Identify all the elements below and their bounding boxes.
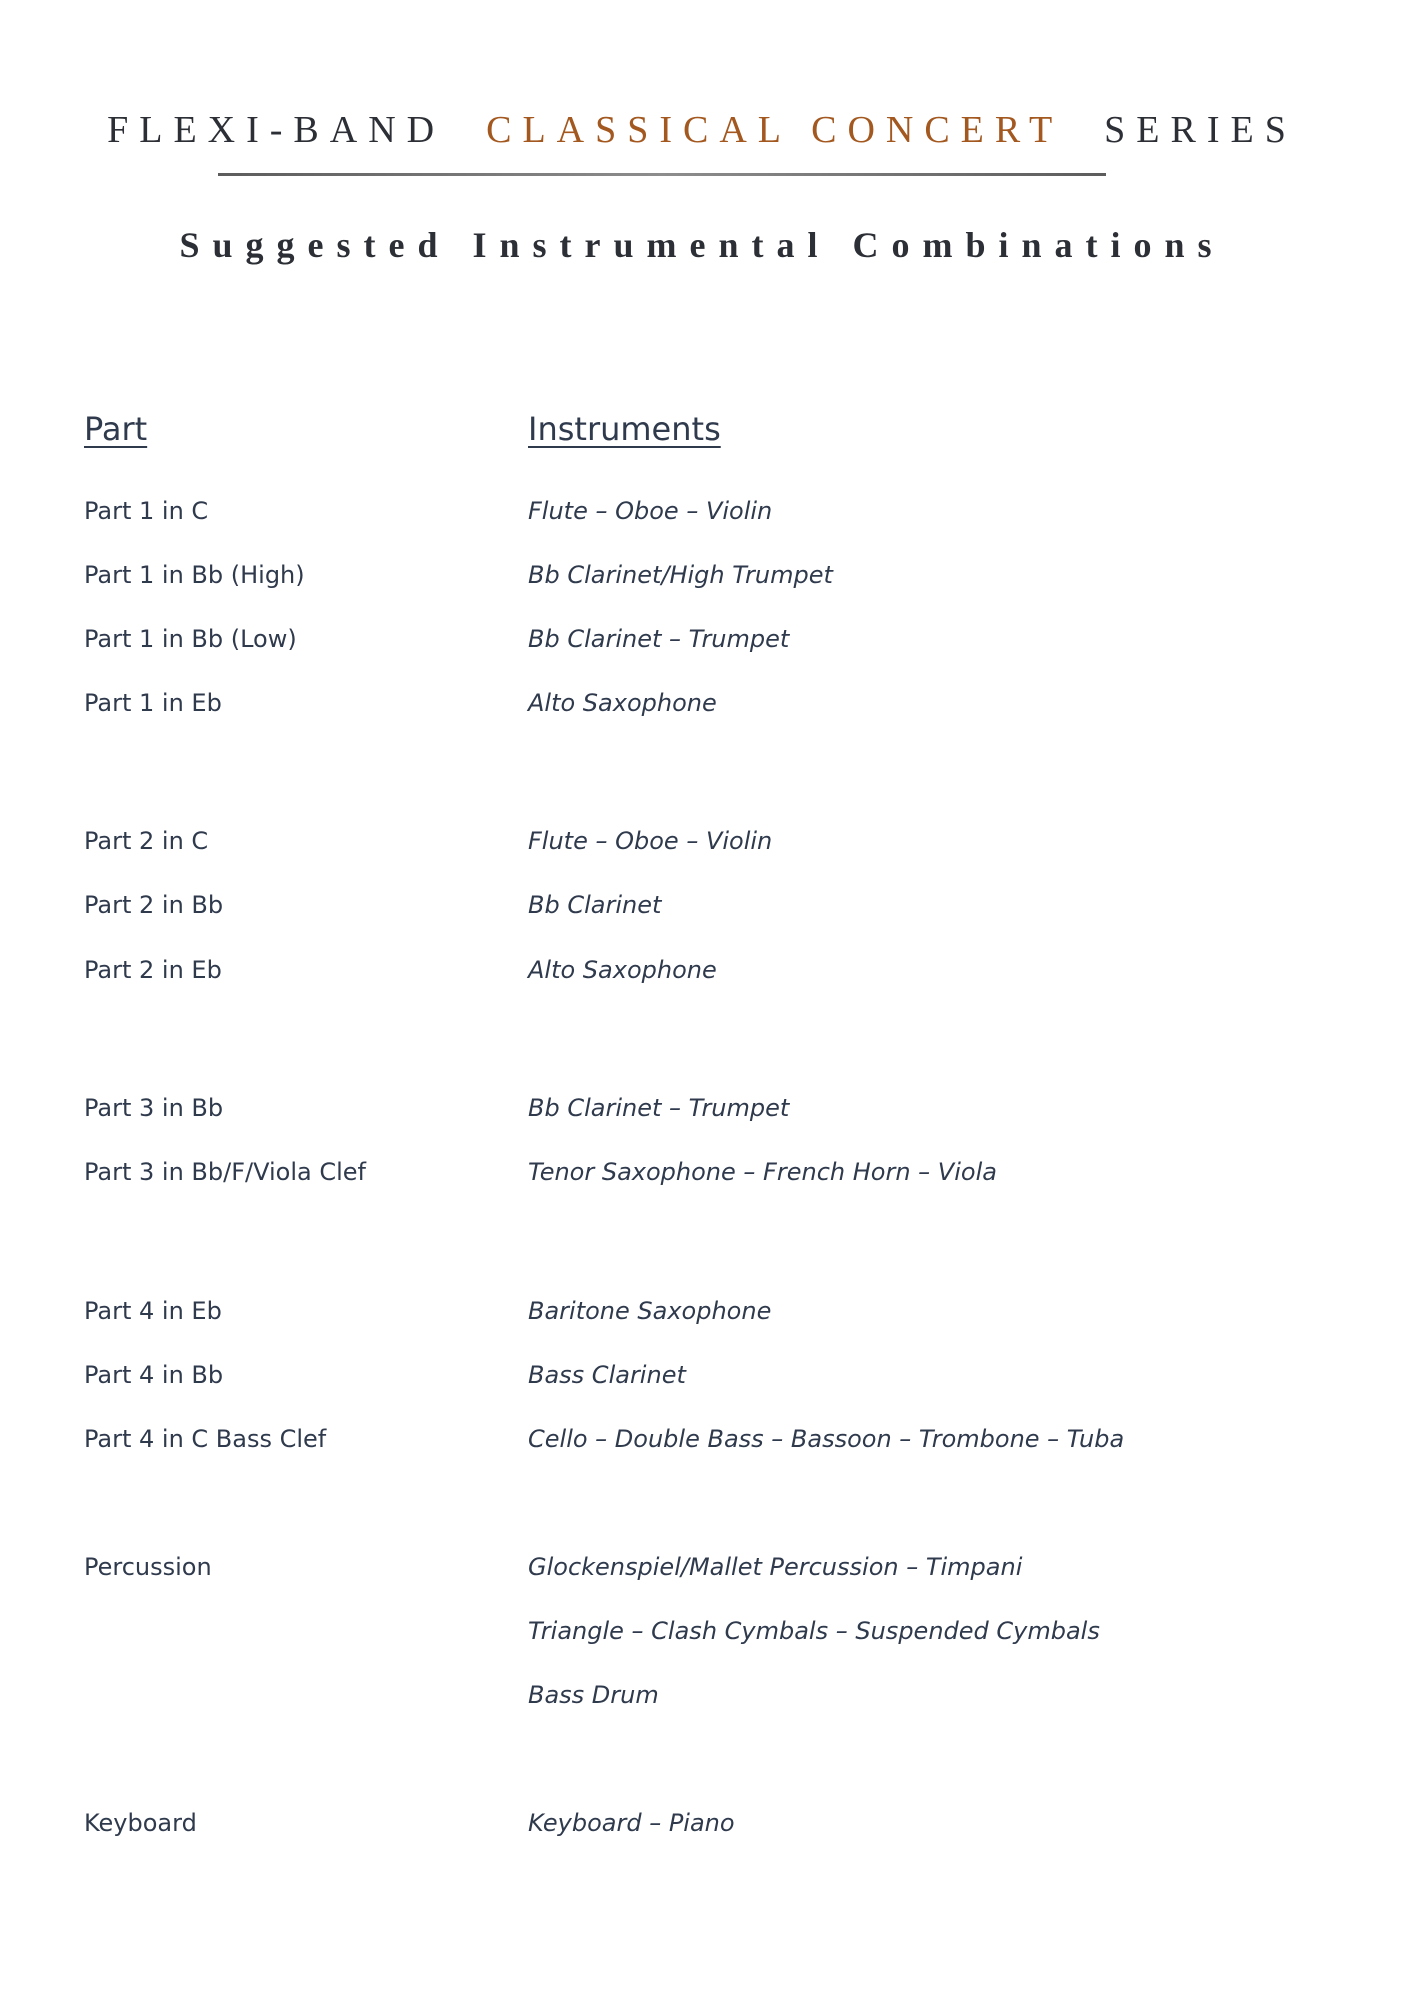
- part-cell: Part 2 in Eb: [84, 956, 222, 984]
- instruments-cell: Baritone Saxophone: [528, 1297, 772, 1325]
- table-row: [0, 561, 1404, 601]
- page-subtitle: Suggested Instrumental Combinations: [179, 225, 1225, 265]
- instruments-cell: Glockenspiel/Mallet Percussion – Timpani: [528, 1553, 1023, 1581]
- part-cell: Part 1 in Bb (Low): [84, 625, 297, 653]
- table-row: [0, 1425, 1404, 1465]
- table-row: [0, 1681, 1404, 1721]
- table-row: [0, 956, 1404, 996]
- part-cell: Part 1 in C: [84, 497, 209, 525]
- part-cell: Part 3 in Bb: [84, 1094, 224, 1122]
- table-row: [0, 689, 1404, 729]
- table-row: [0, 1361, 1404, 1401]
- table-row: [0, 625, 1404, 665]
- instruments-cell: Bb Clarinet/High Trumpet: [528, 561, 833, 589]
- table-row: [0, 1809, 1404, 1849]
- part-cell: Keyboard: [84, 1809, 197, 1837]
- instruments-cell: Bb Clarinet – Trumpet: [528, 1094, 790, 1122]
- instruments-cell: Bass Drum: [528, 1681, 659, 1709]
- part-column-header: Part: [84, 410, 148, 448]
- table-row: [0, 497, 1404, 537]
- instruments-cell: Flute – Oboe – Violin: [528, 827, 773, 855]
- series-title-brand: FLEXI-BAND: [107, 109, 446, 151]
- table-row: [0, 827, 1404, 867]
- instruments-cell: Keyboard – Piano: [528, 1809, 735, 1837]
- series-title-suffix: SERIES: [1104, 109, 1297, 151]
- table-row: [0, 1553, 1404, 1593]
- instruments-cell: Cello – Double Bass – Bassoon – Trombone – Tuba: [528, 1425, 1125, 1453]
- instruments-cell: Bb Clarinet – Trumpet: [528, 625, 790, 653]
- part-cell: Part 4 in C Bass Clef: [84, 1425, 327, 1453]
- instruments-cell: Alto Saxophone: [528, 689, 717, 717]
- part-cell: Part 1 in Eb: [84, 689, 222, 717]
- part-cell: Percussion: [84, 1553, 212, 1581]
- instruments-cell: Alto Saxophone: [528, 956, 717, 984]
- part-cell: Part 4 in Eb: [84, 1297, 222, 1325]
- part-cell: Part 3 in Bb/F/Viola Clef: [84, 1158, 366, 1186]
- instruments-cell: Tenor Saxophone – French Horn – Viola: [528, 1158, 997, 1186]
- header-divider: [218, 173, 1106, 176]
- part-cell: Part 1 in Bb (High): [84, 561, 305, 589]
- table-row: [0, 1617, 1404, 1657]
- table-row: [0, 1094, 1404, 1134]
- table-row: [0, 891, 1404, 931]
- series-title-accent: CLASSICAL CONCERT: [486, 109, 1064, 151]
- instruments-cell: Flute – Oboe – Violin: [528, 497, 773, 525]
- series-title: [0, 108, 1404, 152]
- part-cell: Part 2 in Bb: [84, 891, 224, 919]
- instruments-column-header: Instruments: [528, 410, 721, 448]
- table-row: [0, 1297, 1404, 1337]
- table-row: [0, 1158, 1404, 1198]
- instruments-cell: Bass Clarinet: [528, 1361, 686, 1389]
- instruments-cell: Triangle – Clash Cymbals – Suspended Cymbals: [528, 1617, 1100, 1645]
- part-cell: Part 2 in C: [84, 827, 209, 855]
- part-cell: Part 4 in Bb: [84, 1361, 224, 1389]
- instruments-cell: Bb Clarinet: [528, 891, 662, 919]
